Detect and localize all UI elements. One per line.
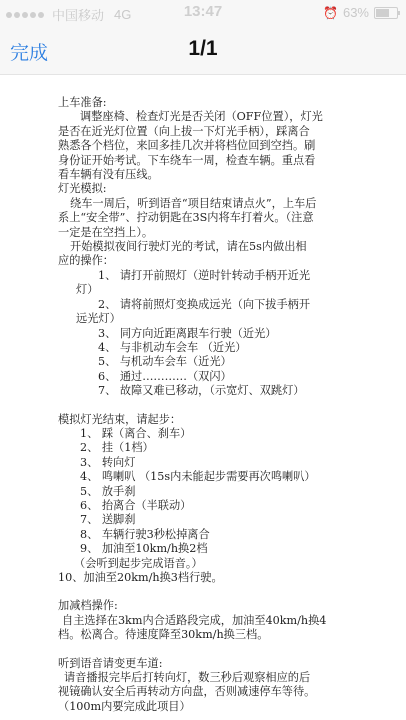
doc-line: 开始模拟夜间行驶灯光的考试，请在5s内做出相 [70, 240, 307, 254]
status-right [323, 5, 398, 20]
list-item: 2、 挂（1档） [80, 441, 154, 455]
list-item: 3、 转向灯 [80, 455, 136, 469]
doc-line: 熟悉各个档位，来回多挂几次并将档位回到空挡。刷 [58, 139, 316, 153]
doc-line: 请音播报完毕后打转向灯，数三秒后观察相应的后 [64, 671, 311, 685]
clock: 13:47 [183, 3, 223, 20]
doc-line: 一定是在空挡上）。 [58, 225, 154, 239]
status-bar [0, 0, 406, 26]
doc-line: 系上“安全带”、拧动钥匙在3S内将车打着火。（注意 [58, 211, 314, 225]
list-item: 5、 与机动车会车（近光） [98, 355, 232, 369]
section-title: 上车准备: [58, 96, 107, 109]
list-item: 8、 车辆行驶3秒松掉离合 [80, 527, 210, 541]
doc-line: 身份证开始考试。下车绕车一周，检查车辆。重点看 [58, 153, 316, 167]
list-item: 4、 鸣喇叭 （15s内未能起步需要再次鸣喇叭） [80, 470, 316, 484]
network-type: 4G [114, 7, 132, 22]
doc-line: 看车辆有没有压线。 [58, 168, 159, 182]
list-item: 1、 请打开前照灯（逆时针转动手柄开近光 [98, 268, 311, 282]
list-item-cont: 远光灯） [76, 312, 121, 326]
doc-line: 是否在近光灯位置（向上拔一下灯光手柄），踩离合 [58, 124, 310, 138]
section-title: 模拟灯光结束，请起步： [58, 412, 182, 426]
carrier-name: 中国移动 [52, 8, 105, 23]
list-item: 6、 通过…………（双闪） [98, 369, 232, 383]
navigation-bar [0, 26, 406, 75]
list-item: 10、加油至20km/h换3档行驶。 [58, 571, 223, 584]
document-page[interactable] [58, 96, 358, 714]
list-item: 7、 故障又难已移动，（示宽灯、双跳灯） [98, 384, 305, 398]
list-item-cont: 灯） [76, 283, 99, 297]
doc-line: （100m内要完成此项目） [58, 699, 191, 713]
list-item: 2、 请将前照灯变换成远光（向下拔手柄开 [98, 297, 311, 311]
doc-line: 绕车一周后，听到语音“项目结束请点火”，上车后 [70, 196, 317, 210]
section-title: 加减档操作: [58, 599, 118, 613]
list-item: 1、 踩（离合、刹车） [80, 426, 192, 440]
doc-line: 自主选择在3km内合适路段完成，加油至40km/h换4 [62, 613, 327, 627]
alarm-icon: ⏰ [323, 5, 338, 20]
list-item: 6、 抬离合（半联动） [80, 498, 192, 512]
doc-line: 调整座椅、检查灯光是否关闭（OFF位置），灯光 [80, 110, 323, 124]
section-title: 灯光模拟: [58, 182, 107, 196]
list-item: 4、 与非机动车会车 （近光） [98, 340, 247, 354]
doc-line: 档。松离合。待速度降至30km/h换三档。 [58, 628, 269, 642]
done-button[interactable]: 完成 [10, 43, 49, 64]
list-item: 7、 送脚刹 [80, 513, 136, 527]
list-item: 3、 同方向近距离跟车行驶（近光） [98, 326, 277, 340]
list-item: 9、 加油至10km/h换2档 [80, 542, 208, 556]
doc-line: 应的操作： [58, 254, 114, 268]
battery-percent: 63% [342, 5, 369, 20]
doc-line: 视镜确认安全后再转动方向盘，否则减速停车等待。 [58, 685, 316, 699]
section-title: 听到语音请变更车道: [58, 656, 163, 670]
page-indicator: 1/1 [188, 37, 218, 60]
list-item: 5、 放手刹 [80, 484, 136, 498]
battery-icon [374, 7, 398, 19]
list-note: （会听到起步完成语音。） [74, 556, 203, 570]
